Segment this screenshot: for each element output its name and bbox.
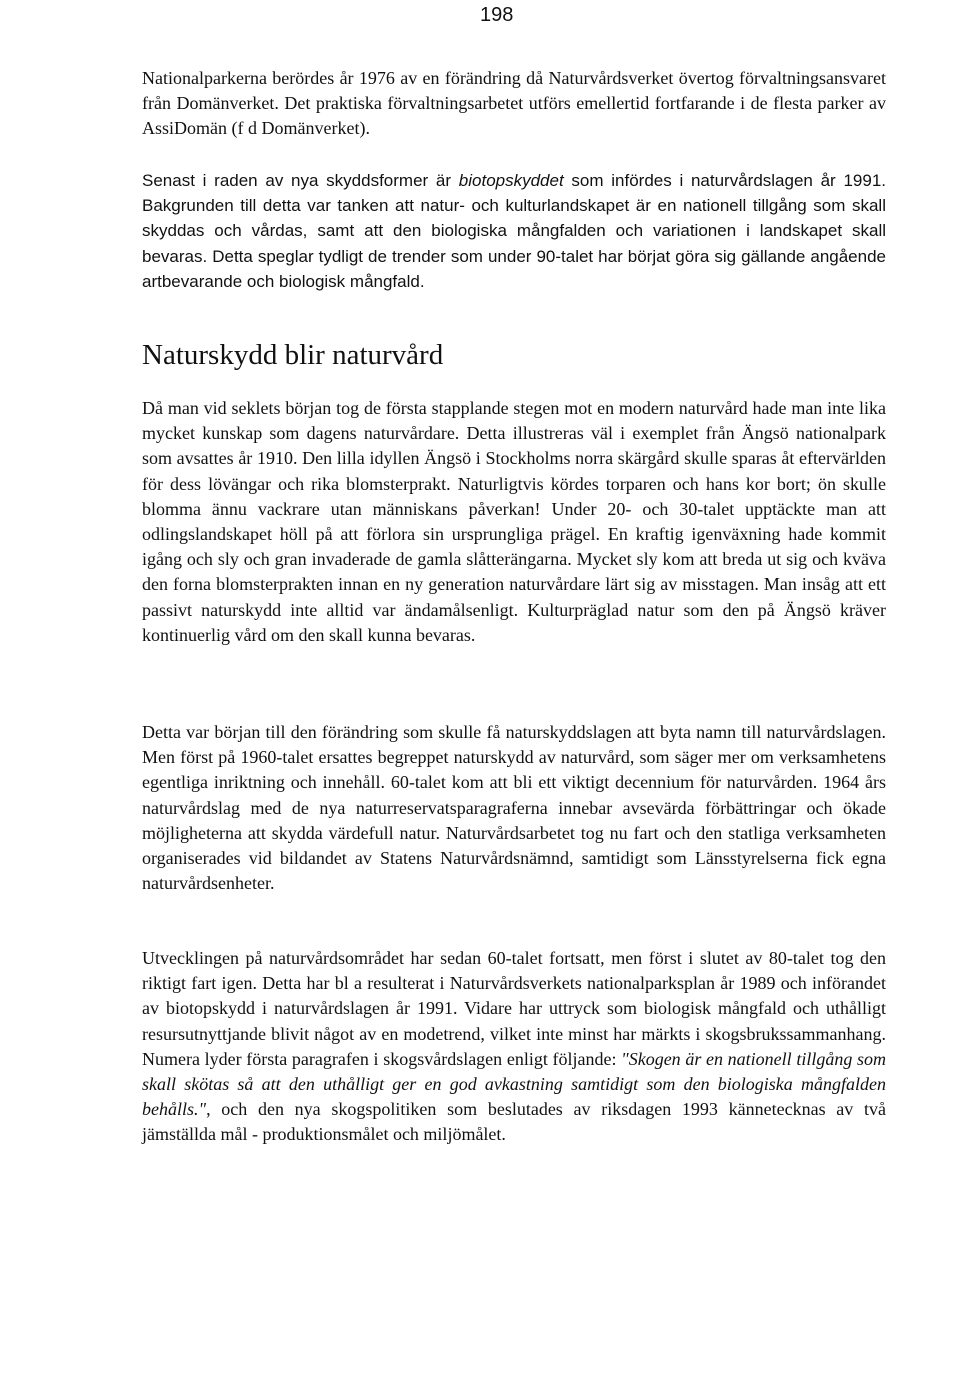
paragraph-2 [142, 168, 886, 294]
paragraph-1 [142, 66, 886, 142]
paragraph-text [142, 946, 886, 1148]
text-run: som infördes i naturvårdslagen år 1991. Bakgrunden till detta var tanken att natur- och kulturlandskapet är en nationell tillgång som skall skyddas och vårdas, samt att den biologiska mångfalden och variationen i landskapet skall bevaras. Detta speglar tydligt de trender som under 90-talet har börjat göra sig gällande angående artbevarande och biologisk mångfald. [142, 171, 886, 291]
paragraph-text [142, 168, 886, 294]
quoted-law-text: "Skogen är en nationell tillgång som skall skötas så att den uthålligt ger en god avkastning samtidigt som den biologiska mångfalden behålls." [142, 1048, 886, 1120]
emphasis-term: biotopskyddet [458, 171, 564, 190]
paragraph-text: Nationalparkerna berördes år 1976 av en förändring då Naturvårdsverket övertog förvaltningsansvaret från Domänverket. Det praktiska förvaltningsarbetet utförs emellertid fortfarande i de flesta parker av AssiDomän (f d Domänverket). [142, 68, 886, 139]
text-run: Utvecklingen på naturvårdsområdet har sedan 60-talet fortsatt, men först i slutet av 80-talet tog den riktigt fart igen. Detta har bl a resulterat i Naturvårdsverkets nationalparksplan år 1989 och införandet av biotopskydd i naturvårdslagen år 1991. Vidare har uttryck som biologisk mångfald och uthålligt resursutnyttjande blivit något av en modetrend, vilket inte minst har märkts i skogsbrukssammanhang. Numera lyder första paragrafen i skogsvårdslagen enligt följande: [142, 948, 886, 1069]
text-run: , och den nya skogspolitiken som beslutades av riksdagen 1993 kännetecknas av två jämställda mål - produktionsmålet och miljömålet. [142, 1099, 886, 1145]
paragraph-text: Då man vid seklets början tog de första stapplande stegen mot en modern naturvård hade man inte lika mycket kunskap som dagens naturvårdare. Detta illustreras väl i exemplet från Ängsö nationalpark som avsattes år 1910. Den lilla idyllen Ängsö i Stockholms norra skärgård skulle sparas åt eftervärlden för dess lövängar och rika blomsterprakt. Naturligtvis kördes torparen och hans kor bort; ön skulle blomma ännu vackrare utan människans påverkan! Under 20- och 30-talet upptäckte man att odlingslandskapet höll på att förlora sin ursprungliga prägel. En kraftig igenväxning hade kommit igång och sly och gran invaderade de gamla slåtterängarna. Mycket sly kom att breda ut sig och kväva den forna blomsterprakten innan en ny generation naturvårdare lärt sig av misstagen. Man insåg att ett passivt naturskydd inte alltid var ändamålsenligt. Kulturpräglad natur som den på Ängsö kräver kontinuerlig vård om den skall kunna bevaras. [142, 398, 886, 645]
paragraph-4 [142, 720, 886, 896]
paragraph-3 [142, 396, 886, 648]
section-heading: Naturskydd blir naturvård [142, 339, 444, 371]
paragraph-5 [142, 946, 886, 1148]
paragraph-text: Detta var början till den förändring som skulle få naturskyddslagen att byta namn till naturvårdslagen. Men först på 1960-talet ersattes begreppet naturskydd av naturvård, som säger mer om verksamhetens egentliga inriktning och innehåll. 60-talet kom att bli ett viktigt decennium för naturvården. 1964 års naturvårdslag med de nya naturreservatsparagraferna innebar avsevärda förbättringar och ökade möjligheterna att skydda värdefull natur. Naturvårdsarbetet tog nu fart och den statliga verksamheten organiserades vid bildandet av Statens Naturvårdsnämnd, samtidigt som Länsstyrelserna fick egna naturvårdsenheter. [142, 722, 886, 894]
page-number: 198 [480, 4, 514, 26]
text-run: Senast i raden av nya skyddsformer är [142, 171, 459, 190]
